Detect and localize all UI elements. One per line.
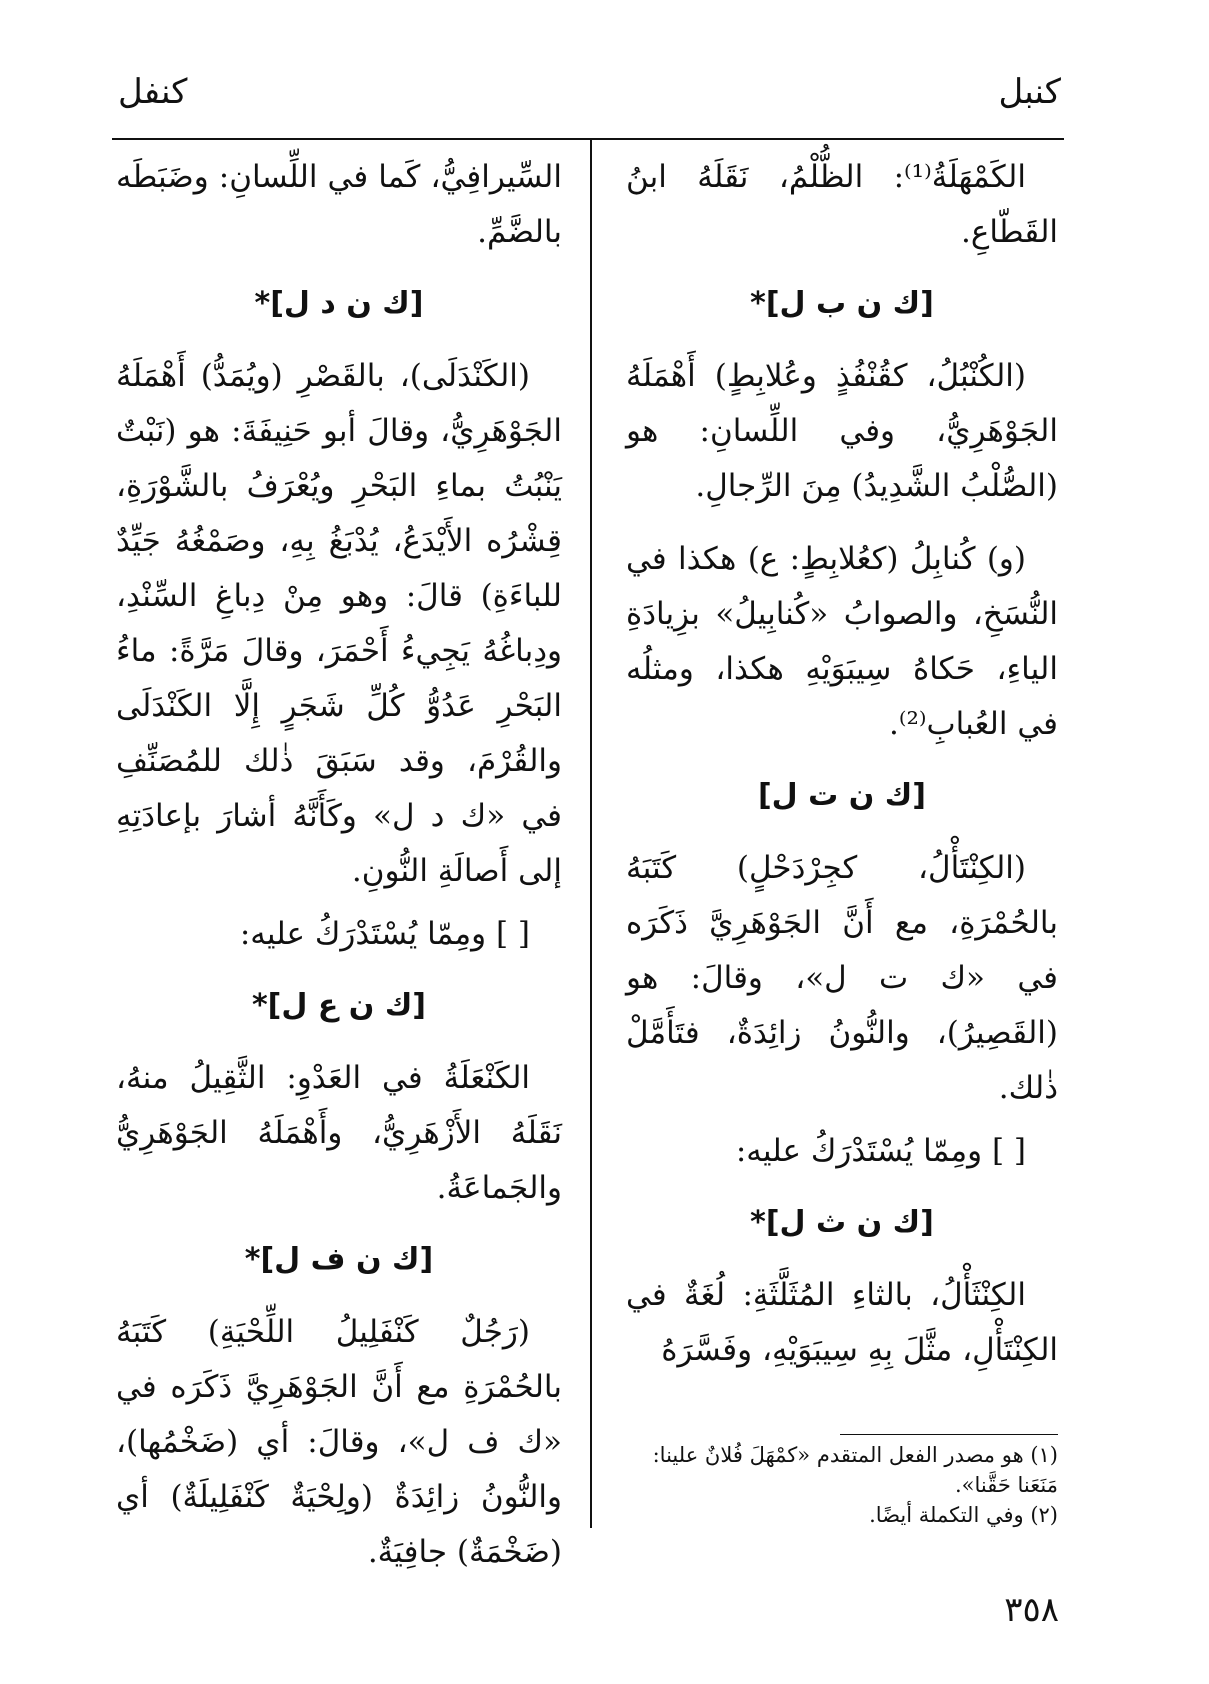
- entry-heading: [ك ن ف ل]*: [244, 1242, 434, 1277]
- column-divider: [590, 140, 592, 1528]
- entry-paragraph: (الكُنْبُلُ، كقُنْفُذٍ وعُلابِطٍ) أَهْمَلَهُ الجَوْهَرِيُّ، وفي اللِّسانِ: هو (الصُّلْبُ الشَّدِيدُ) مِنَ الرِّجالِ.: [626, 358, 1058, 504]
- header-left-word: كنفل: [118, 72, 188, 112]
- left-column: [116, 150, 562, 1580]
- entry-heading: [ك ن ب ل]*: [750, 286, 934, 321]
- addendum-note: [ ] ومِمّا يُسْتَدْرَكُ عليه:: [735, 1133, 1026, 1169]
- page-number: ٣٥٨: [1004, 1590, 1059, 1630]
- entry-heading: [ك ن ث ل]*: [750, 1205, 934, 1240]
- right-column: [626, 150, 1058, 1378]
- footnote-rule: [840, 1434, 1058, 1435]
- entry-heading: [ك ن ع ل]*: [251, 988, 427, 1023]
- entry-heading: [ك ن د ل]*: [254, 286, 424, 321]
- header-right-word: كنبل: [998, 72, 1061, 112]
- footnote-2: (٢) وفي التكملة أيضًا.: [869, 1503, 1058, 1527]
- entry-paragraph: (رَجُلٌ كَنْفَلِيلُ اللِّحْيَةِ) كَتَبَهُ بالحُمْرَةِ مع أَنَّ الجَوْهَرِيَّ ذَكَرَه في «ك ف ل»، وقالَ: أي (ضَخْمُها)، والنُّونُ زائِدَةٌ (ولِحْيَةٌ كَنْفَلِيلَةٌ) أي (ضَخْمَةٌ) جافِيَةٌ.: [116, 1314, 562, 1570]
- addendum-note: [ ] ومِمّا يُسْتَدْرَكُ عليه:: [239, 916, 530, 952]
- header-rule: [112, 138, 1064, 140]
- entry-heading: [ك ن ت ل]: [757, 778, 927, 813]
- entry-paragraph: (الكَنْدَلَى)، بالقَصْرِ (ويُمَدُّ) أَهْمَلَهُ الجَوْهَرِيُّ، وقالَ أبو حَنِيفَةَ: هو (نَبْتٌ يَنْبُتُ بماءِ البَحْرِ ويُعْرَفُ بالشَّوْرَةِ، قِشْرُه الأَيْدَعُ، يُدْبَغُ بِهِ، وصَمْغُهُ جَيِّدٌ للباءَةِ) قالَ: وهو مِنْ دِباغِ السِّنْدِ، ودِباغُهُ يَجِيءُ أَحْمَرَ، وقالَ مَرَّةً: ماءُ البَحْرِ عَدُوُّ كُلِّ شَجَرٍ إِلَّا الكَنْدَلَى والقُرْمَ، وقد سَبَقَ ذٰلك للمُصَنِّفِ في «ك د ل» وكَأَنَّهُ أشارَ بإعادَتِهِ إلى أَصالَةِ النُّونِ.: [116, 358, 562, 889]
- entry-paragraph: (و) كُنابِلُ (كعُلابِطٍ: ع) هكذا في النُّسَخِ، والصوابُ «كُنابِيلُ» بزِيادَةِ الياءِ، حَكاهُ سِيبَوَيْهِ هكذا، ومثلُه في العُبابِ⁽²⁾.: [626, 541, 1058, 742]
- entry-paragraph: السِّيرافِيُّ، كَما في اللِّسانِ: وضَبَطَه بالضَّمِّ.: [116, 159, 562, 250]
- entry-paragraph: الكَمْهَلَةُ⁽¹⁾: الظُّلْمُ، نَقَلَهُ ابنُ القَطّاعِ.: [626, 159, 1058, 250]
- entry-paragraph: الكَنْعَلَةُ في العَدْوِ: الثَّقِيلُ منهُ، نَقَلَهُ الأَزْهَرِيُّ، وأَهْمَلَهُ الجَوْهَرِيُّ والجَماعَةُ.: [116, 1060, 562, 1206]
- entry-paragraph: (الكِنْتَأْلُ، كجِرْدَحْلٍ) كَتَبَهُ بالحُمْرَةِ، مع أَنَّ الجَوْهَرِيَّ ذَكَرَه في «ك ت ل»، وقالَ: هو (القَصِيرُ)، والنُّونُ زائِدَةٌ، فتَأَمَّلْ ذٰلك.: [626, 850, 1058, 1106]
- entry-paragraph: الكِنْثَأْلُ، بالثاءِ المُثَلَّثَةِ: لُغَةٌ في الكِنْتَأْلِ، مثَّلَ بِهِ سِيبَوَيْهِ، وفَسَّرَهُ: [626, 1277, 1058, 1368]
- footnote-1: (١) هو مصدر الفعل المتقدم «كمْهَلَ فُلانٌ علينا: مَنَعَنا حَقَّنا».: [652, 1443, 1058, 1497]
